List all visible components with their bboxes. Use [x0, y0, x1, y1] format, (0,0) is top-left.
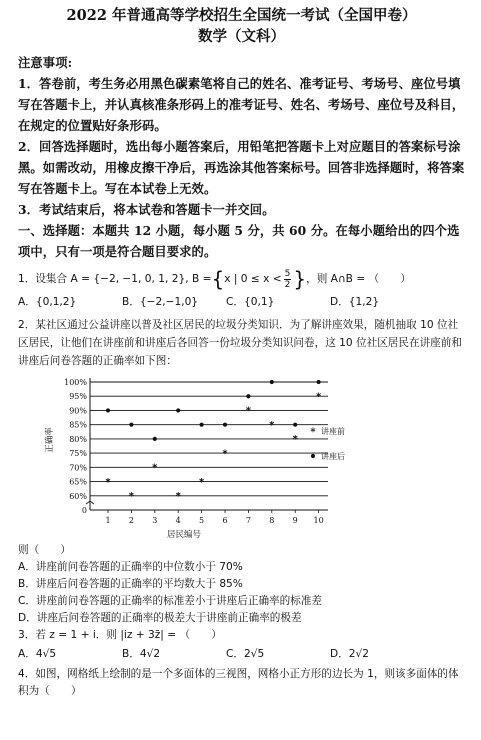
q3-option-c: C．2√5 — [226, 648, 265, 660]
q4-stem: 4．如图，网格纸上绘制的是一个多面体的三视图，网格小正方形的边长为 1，则该多面体的体积为（ ） — [18, 668, 459, 697]
q1-set-b: { x | 0 ≤ x < $\frac{5}{2}$ } — [211, 267, 307, 291]
exam-title: 2022 年普通高等学校招生全国统一考试（全国甲卷） — [66, 7, 417, 24]
x-tick-label: 3 — [152, 516, 158, 525]
q2-stem: 2．某社区通过公益讲座以普及社区居民的垃圾分类知识．为了解讲座效果，随机抽取 10 位社区居民，让他们在讲座前和讲座后各回答一份垃圾分类知识问卷，这 10 位社区居民在讲座前和讲座后问卷答题的正确率如下图： — [18, 319, 462, 367]
q3-options — [18, 644, 465, 664]
y-tick-label: 75% — [69, 449, 87, 459]
before-lecture-point: * — [315, 391, 322, 403]
q1-stem-a: 1．设集合 A = {−2, −1, 0, 1, 2}, B = — [18, 273, 212, 285]
x-tick-label: 4 — [175, 516, 181, 525]
q3-option-d: D．2√2 — [330, 648, 369, 660]
q2-chart — [38, 372, 345, 540]
y-tick-label: 60% — [69, 491, 87, 501]
y-tick-label: 90% — [69, 406, 87, 416]
after-lecture-point — [106, 408, 110, 412]
after-lecture-point — [200, 423, 204, 427]
after-lecture-point — [129, 423, 133, 427]
x-tick-label: 7 — [245, 516, 251, 525]
notice-item-3: 3．考试结束后，将本试卷和答题卡一并交回。 — [18, 202, 275, 217]
before-lecture-point: * — [198, 476, 205, 488]
q2-option-c: C．讲座前问卷答题的正确率的标准差小于讲座后正确率的标准差 — [18, 595, 323, 607]
x-tick-label: 10 — [313, 516, 324, 525]
y-axis-label: 正确率 — [45, 427, 55, 453]
q2-option-b: B．讲座后问卷答题的正确率的平均数大于 85% — [18, 578, 243, 590]
before-lecture-point: * — [128, 490, 135, 502]
y-tick-label: 80% — [69, 434, 87, 444]
q1-frac-num: 5 — [284, 268, 291, 279]
y-tick-label: 100% — [64, 378, 87, 387]
legend-label-after: 讲座后 — [321, 452, 345, 461]
x-tick-label: 8 — [269, 516, 275, 525]
x-tick-label: 6 — [222, 516, 228, 525]
legend-label-before: 讲座前 — [321, 427, 345, 436]
q3-option-b: B．4√2 — [122, 648, 161, 660]
legend-dot-marker — [311, 454, 315, 458]
after-lecture-point — [317, 380, 321, 384]
x-tick-label: 1 — [105, 516, 111, 525]
x-tick-label: 5 — [199, 516, 205, 525]
q1-stem — [18, 268, 465, 290]
after-lecture-point — [223, 423, 227, 427]
before-lecture-point: * — [152, 462, 158, 474]
q3-stem: 3．若 z = 1 + i．则 |iz + 3z̄| = （ ） — [18, 629, 222, 641]
q1-frac-den: 2 — [284, 279, 291, 290]
before-lecture-point: * — [175, 490, 181, 502]
before-lecture-point: * — [245, 405, 252, 417]
x-tick-label: 9 — [292, 516, 298, 525]
before-lecture-point: * — [105, 476, 111, 488]
y-tick-label: 0 — [81, 506, 87, 515]
after-lecture-point — [176, 408, 180, 412]
before-lecture-point: * — [269, 419, 275, 431]
q2-option-d: D．讲座后问卷答题的正确率的极差大于讲座前正确率的极差 — [18, 612, 302, 624]
section-1-heading: 一、选择题：本题共 12 小题，每小题 5 分，共 60 分。在每小题给出的四个选项中，只有一项是符合题目要求的。 — [18, 223, 460, 259]
notice-item-1: 1．答卷前，考生务必用黑色碳素笔将自己的姓名、准考证号、考场号、座位号填写在答题卡上，并认真核准条形码上的准考证号、姓名、考场号、座位号及科目，在规定的位置贴好条形码。 — [18, 76, 465, 133]
before-lecture-point: * — [292, 434, 298, 446]
q1-option-b: B．{−2,−1,0} — [122, 296, 199, 308]
q1-option-a: A．{0,1,2} — [18, 296, 77, 308]
q1-option-c: C．{0,1} — [226, 296, 275, 308]
y-tick-label: 85% — [69, 420, 87, 430]
after-lecture-point — [153, 437, 157, 441]
y-tick-label: 70% — [69, 463, 87, 473]
q1-fraction — [284, 269, 292, 290]
legend-star-marker: * — [310, 427, 316, 438]
notice-item-2: 2．回答选择题时，选出每小题答案后，用铅笔把答题卡上对应题目的答案标号涂黑。如需改动，用橡皮擦干净后，再选涂其他答案标号。回答非选择题时，将答案写在答题卡上。写在本试卷上无效。 — [18, 139, 465, 196]
q1-set-b-left: x | 0 ≤ x < — [224, 273, 282, 285]
after-lecture-point — [270, 380, 274, 384]
q2-after-chart: 则（ ） — [18, 544, 71, 556]
after-lecture-point — [246, 394, 250, 398]
q1-option-d: D．{1,2} — [330, 296, 380, 308]
y-tick-label: 65% — [69, 477, 87, 487]
x-axis-label: 居民编号 — [166, 530, 202, 540]
exam-subtitle: 数学（文科） — [198, 28, 285, 45]
y-tick-label: 95% — [69, 392, 87, 402]
q2-option-a: A．讲座前问卷答题的正确率的中位数小于 70% — [18, 561, 243, 573]
after-lecture-point — [293, 423, 297, 427]
notice-heading: 注意事项: — [18, 55, 73, 70]
x-tick-label: 2 — [128, 516, 134, 525]
q3-option-a: A．4√5 — [18, 648, 57, 660]
q1-options — [18, 292, 465, 312]
q1-stem-b: ，则 A∩B = （ ） — [306, 273, 411, 285]
q2-scatter-chart — [38, 372, 345, 540]
before-lecture-point: * — [222, 448, 228, 460]
